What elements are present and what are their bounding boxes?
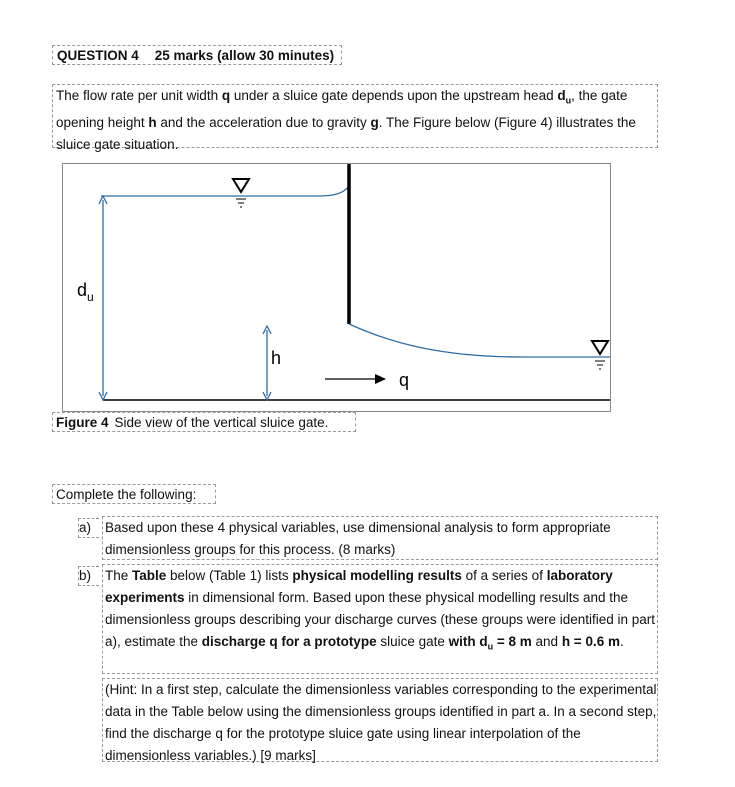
sluice-gate-diagram	[63, 164, 610, 411]
sluice-gate-figure	[62, 163, 611, 412]
intro-var-du: $d_u$	[557, 88, 572, 106]
intro-var-q: q	[221, 88, 231, 103]
question-parts	[76, 516, 658, 762]
part-a-text: Based upon these 4 physical variables, use dimensional analysis to form appropriate dimensionless groups for this process. (8 marks)	[102, 516, 658, 560]
figure-caption	[52, 412, 356, 432]
intro-text-4: and the acceleration due to gravity	[156, 115, 371, 131]
figure-caption-label: Figure 4	[56, 415, 109, 430]
water-level-symbol-upstream	[233, 179, 249, 207]
intro-var-g: g	[370, 115, 379, 131]
upstream-water-surface	[101, 186, 349, 196]
intro-text-3: , the gate opening height	[56, 88, 628, 131]
part-a	[76, 516, 658, 560]
intro-text-2: under a sluice gate depends upon the upstream head	[230, 88, 558, 103]
water-level-symbol-downstream	[592, 341, 608, 369]
instruction: Complete the following:	[52, 484, 216, 504]
h-label: h	[271, 348, 282, 368]
part-b	[76, 564, 658, 762]
figure-caption-text: Side view of the vertical sluice gate.	[114, 415, 329, 430]
question-marks: 25 marks (allow 30 minutes)	[154, 48, 335, 63]
intro-var-h: h	[148, 115, 157, 131]
intro-text-5: . The Figure below (Figure 4) illustrates the sluice gate situation.	[56, 115, 636, 152]
du-label: $d_u$	[77, 280, 94, 304]
part-b-label: b)	[78, 566, 99, 586]
downstream-water-surface	[349, 324, 610, 357]
intro-text-1: The flow rate per unit width	[56, 88, 222, 103]
q-label: q	[399, 370, 410, 390]
part-b-text: The Table below (Table 1) lists physical modelling results of a series of laboratory experiments in dimensional form. Based upon these physical modelling results and the dimensionless groups describing your discharge curves (these groups were identified in part a), estimate the discharge q for a prototype sluice gate with $d_u = 8$ m and h = 0.6 m.	[102, 564, 658, 674]
question-number: QUESTION 4	[57, 48, 139, 63]
part-a-label: a)	[78, 518, 99, 538]
question-intro	[52, 84, 658, 152]
question-heading	[52, 45, 342, 65]
part-b-hint: (Hint: In a first step, calculate the dimensionless variables corresponding to the experimental data in the Table below using the dimensionless groups identified in part a. In a second step, find the discharge q for the prototype sluice gate using linear interpolation of the dimensionless variables.) [9 marks]	[102, 678, 658, 762]
